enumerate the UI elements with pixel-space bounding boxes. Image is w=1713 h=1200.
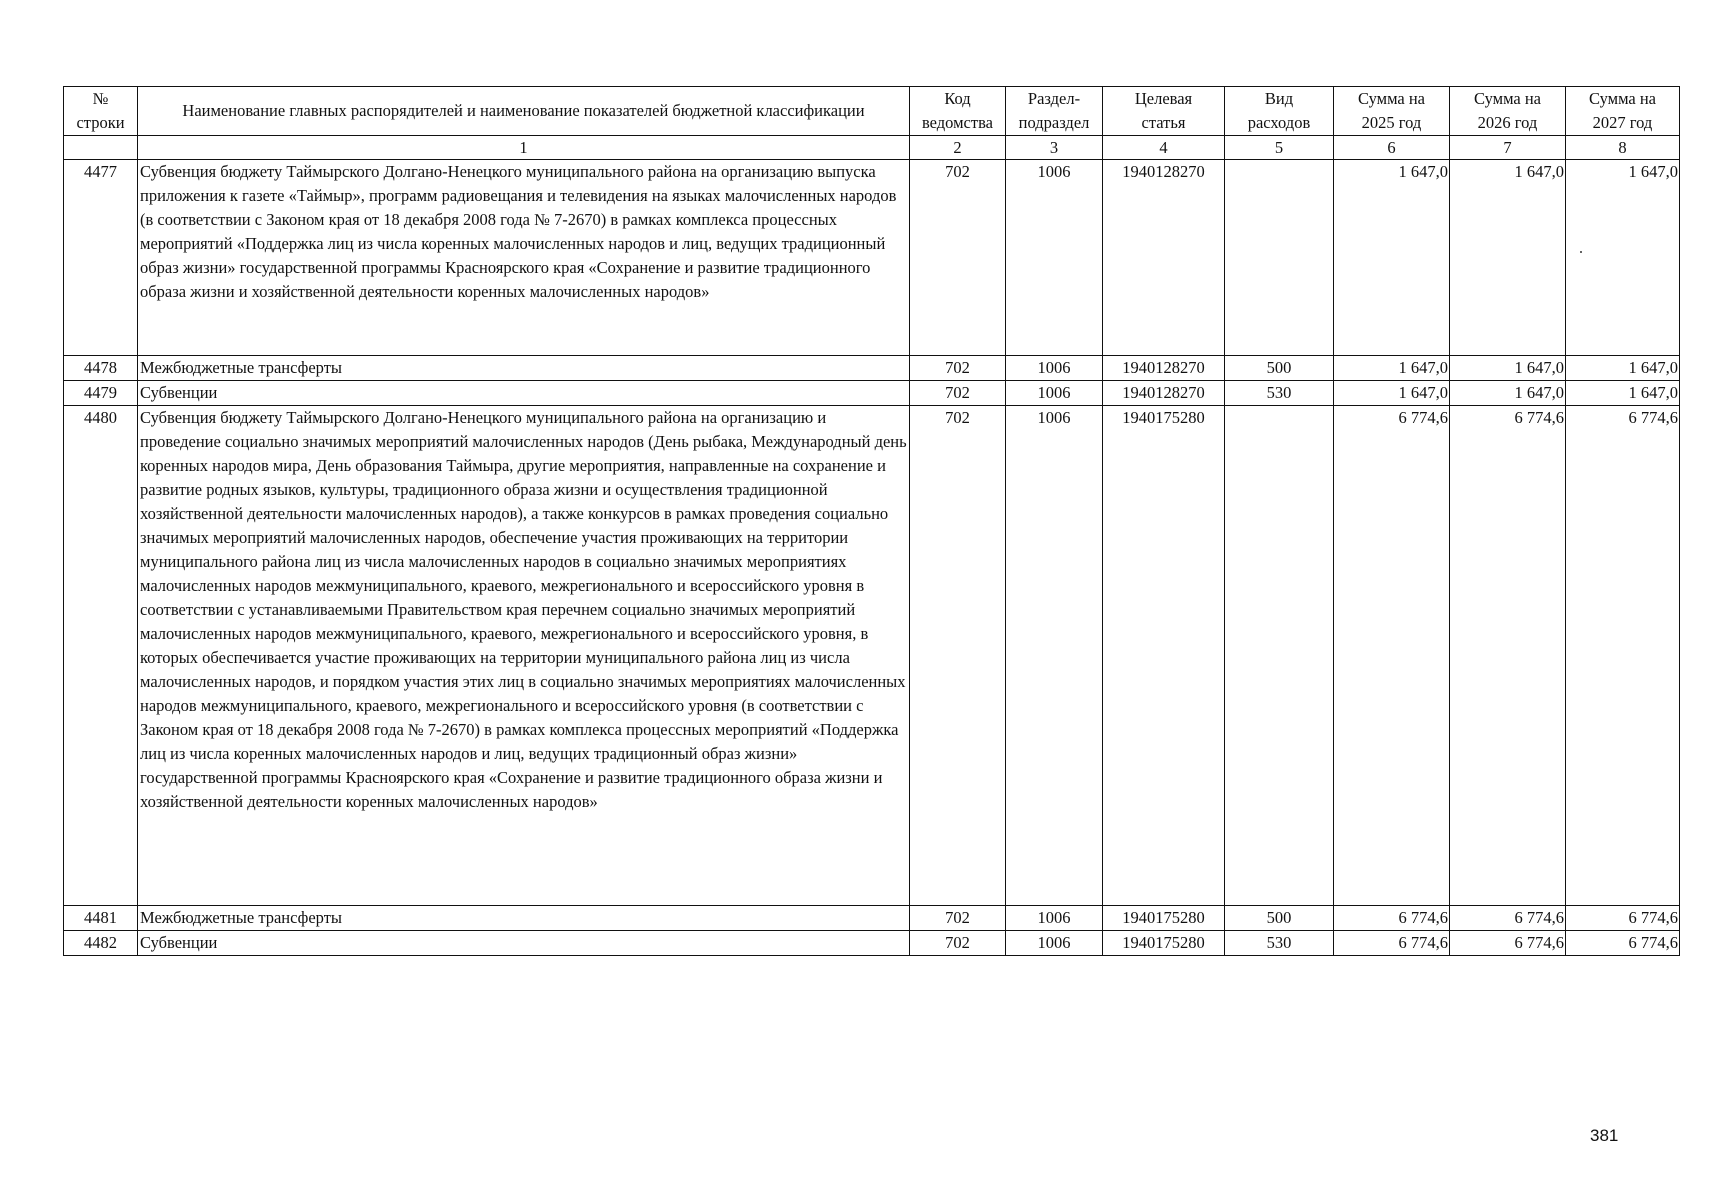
dept-code: 702 <box>910 160 1006 356</box>
header-section: Раздел- подраздел <box>1006 87 1103 136</box>
expense-type: 500 <box>1225 906 1334 931</box>
sum-2026: 1 647,0 <box>1450 381 1566 406</box>
column-number: 1 <box>138 136 910 160</box>
column-number: 5 <box>1225 136 1334 160</box>
column-number: 6 <box>1334 136 1450 160</box>
dept-code: 702 <box>910 406 1006 906</box>
row-number: 4480 <box>64 406 138 906</box>
section-code: 1006 <box>1006 931 1103 956</box>
dept-code: 702 <box>910 381 1006 406</box>
target-code: 1940175280 <box>1103 931 1225 956</box>
row-number: 4477 <box>64 160 138 356</box>
row-name: Субвенция бюджету Таймырского Долгано-Ненецкого муниципального района на организацию и проведение социально значимых мероприятий малочисленных народов (День рыбака, Международный день коренных народов мира, День образования Таймыра, другие мероприятия, направленные на сохранение и развитие родных языков, культуры, традиционного образа жизни и осуществления традиционной хозяйственной деятельности малочисленных народов), а также конкурсов в рамках проведения социально значимых мероприятий малочисленных народов, обеспечение участия проживающих на территории муниципального района лиц из числа малочисленных народов в социально значимых мероприятиях малочисленных народов межмуниципального, краевого, межрегионального и всероссийского уровня в соответствии с устанавливаемыми Правительством края перечнем социально значимых мероприятий малочисленных народов межмуниципального, краевого, межрегионального и всероссийского уровня, в которых обеспечивается участие проживающих на территории муниципального района лиц из числа малочисленных народов, и порядком участия этих лиц в социально значимых мероприятиях малочисленных народов межмуниципального, краевого, межрегионального и всероссийского уровня (в соответствии с Законом края от 18 декабря 2008 года № 7-2670) в рамках комплекса процессных мероприятий «Поддержка лиц из числа коренных малочисленных народов и лиц, ведущих традиционный образ жизни» государственной программы Красноярского края «Сохранение и развитие традиционного образа жизни и хозяйственной деятельности коренных малочисленных народов» <box>138 406 910 906</box>
header-row <box>64 87 1680 136</box>
sum-2025: 1 647,0 <box>1334 381 1450 406</box>
section-code: 1006 <box>1006 381 1103 406</box>
expense-type <box>1225 406 1334 906</box>
expense-type <box>1225 160 1334 356</box>
expense-type: 530 <box>1225 931 1334 956</box>
header-name: Наименование главных распорядителей и наименование показателей бюджетной классификации <box>138 87 910 136</box>
column-number: 2 <box>910 136 1006 160</box>
section-code: 1006 <box>1006 406 1103 906</box>
sum-2025: 6 774,6 <box>1334 906 1450 931</box>
header-target: Целевая статья <box>1103 87 1225 136</box>
sum-2027: 6 774,6 <box>1566 931 1680 956</box>
column-number: 4 <box>1103 136 1225 160</box>
row-number: 4478 <box>64 356 138 381</box>
header-dept-code: Код ведомства <box>910 87 1006 136</box>
section-code: 1006 <box>1006 160 1103 356</box>
expense-type: 500 <box>1225 356 1334 381</box>
row-number: 4481 <box>64 906 138 931</box>
sum-2026: 6 774,6 <box>1450 931 1566 956</box>
header-expense-type: Вид расходов <box>1225 87 1334 136</box>
expense-type: 530 <box>1225 381 1334 406</box>
column-number: 7 <box>1450 136 1566 160</box>
row-number: 4482 <box>64 931 138 956</box>
column-number-blank <box>64 136 138 160</box>
target-code: 1940175280 <box>1103 906 1225 931</box>
sum-2027: 6 774,6 <box>1566 906 1680 931</box>
table-row <box>64 406 1680 906</box>
row-name: Межбюджетные трансферты <box>138 906 910 931</box>
page-number: 381 <box>1590 1126 1619 1145</box>
section-code: 1006 <box>1006 356 1103 381</box>
sum-2026: 1 647,0 <box>1450 160 1566 356</box>
sum-2027: 1 647,0 <box>1566 356 1680 381</box>
dept-code: 702 <box>910 906 1006 931</box>
column-number: 8 <box>1566 136 1680 160</box>
dept-code: 702 <box>910 356 1006 381</box>
sum-2026: 6 774,6 <box>1450 406 1566 906</box>
header-sum-2027: Сумма на 2027 год <box>1566 87 1680 136</box>
row-name: Субвенция бюджету Таймырского Долгано-Ненецкого муниципального района на организацию выпуска приложения к газете «Таймыр», программ радиовещания и телевидения на языках малочисленных народов (в соответствии с Законом края от 18 декабря 2008 года № 7-2670) в рамках комплекса процессных мероприятий «Поддержка лиц из числа коренных малочисленных народов и лиц, ведущих традиционный образ жизни» государственной программы Красноярского края «Сохранение и развитие традиционного образа жизни и хозяйственной деятельности коренных малочисленных народов» <box>138 160 910 356</box>
sum-2027: 1 647,0 <box>1566 160 1680 356</box>
target-code: 1940175280 <box>1103 406 1225 906</box>
sum-2026: 1 647,0 <box>1450 356 1566 381</box>
target-code: 1940128270 <box>1103 160 1225 356</box>
table-row <box>64 931 1680 956</box>
header-row-no: № строки <box>64 87 138 136</box>
budget-table <box>63 86 1680 956</box>
sum-2027: 1 647,0 <box>1566 381 1680 406</box>
sum-2025: 6 774,6 <box>1334 931 1450 956</box>
column-number: 3 <box>1006 136 1103 160</box>
table-row <box>64 906 1680 931</box>
table-row <box>64 160 1680 356</box>
dept-code: 702 <box>910 931 1006 956</box>
scan-speck <box>1580 251 1582 253</box>
table-row <box>64 356 1680 381</box>
row-name: Субвенции <box>138 381 910 406</box>
header-sum-2025: Сумма на 2025 год <box>1334 87 1450 136</box>
sum-2025: 6 774,6 <box>1334 406 1450 906</box>
target-code: 1940128270 <box>1103 356 1225 381</box>
sum-2025: 1 647,0 <box>1334 356 1450 381</box>
sum-2025: 1 647,0 <box>1334 160 1450 356</box>
column-number-row <box>64 136 1680 160</box>
section-code: 1006 <box>1006 906 1103 931</box>
sum-2027: 6 774,6 <box>1566 406 1680 906</box>
header-sum-2026: Сумма на 2026 год <box>1450 87 1566 136</box>
target-code: 1940128270 <box>1103 381 1225 406</box>
table-row <box>64 381 1680 406</box>
row-number: 4479 <box>64 381 138 406</box>
row-name: Субвенции <box>138 931 910 956</box>
sum-2026: 6 774,6 <box>1450 906 1566 931</box>
row-name: Межбюджетные трансферты <box>138 356 910 381</box>
